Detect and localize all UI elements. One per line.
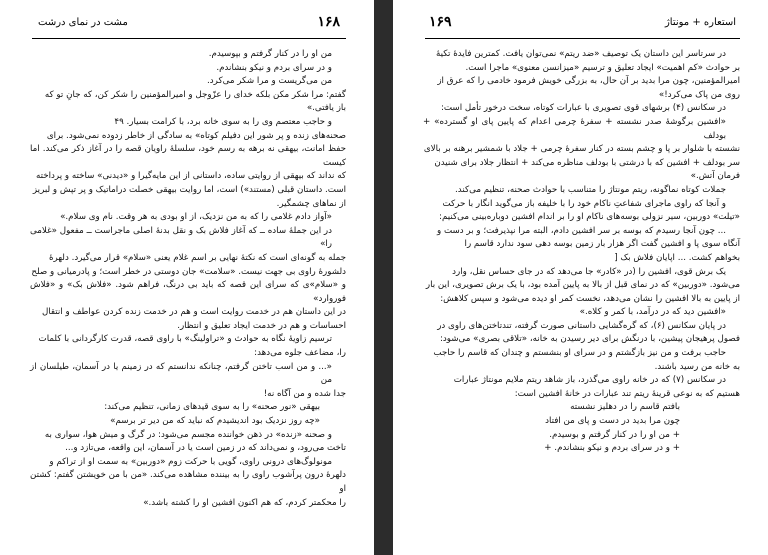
text-line: نشسته با شلوار بر پا و چشم بسته در کنار سفرهٔ چرمی + جلاد با شمشیر برهنه بر بالای [423,144,740,155]
page-number: ۱۶۹ [429,14,452,30]
text-line: است. داستان قبلی (مستند») است، اما روایت بیهقی خصلت دراماتیک و پر تپش و لبریز [32,184,346,195]
page-header [32,8,346,39]
text-line: ترسیم زاویهٔ نگاه به حوادث و «تراولینگ» با راوی قصه، قدرت کارگردانی با کلمات [38,334,332,345]
text-line: بافتم قاسم را در دهلیز نشسته [570,402,680,413]
text-line: احساسات و هم در خدمت ایجاد تعلیق و انتظار. [177,320,346,331]
text-line: «افشین برگوشهٔ صدر نشسته + سفرهٔ چرمی اعدام که پایین پای او گسترده» + بودلف [423,116,726,141]
text-line: مونولوگ‌های درونی راوی، گویی با حرکت زوم «دوربین» به سمت او از تراکم و [49,456,332,467]
text-line: فصول پرهیجان پیشین، با درنگش برای دیر رسیدن به خانه، «تلاقی بصری» می‌شود: [439,334,740,345]
text-line: دلشورهٔ راوی بی جهت نیست. «سلامت» جان دوستی در خطر است؛ و پادرمیانی و صلح [31,266,346,277]
text-line: و آنجا که راوی ماجرای شفاعتِ ناکام خود را با خلیفه باز می‌گوید انگار با حرکت [442,198,726,209]
text-line: «آواز دادم غلامی را که به من نزدیک، از او بودی به هر وقت. نام وی سلام.» [60,212,332,223]
text-line: آنگاه سوی پا و افشین گفت اگر هزار بار زمین بوسه دهی سود ندارد قاسم را [464,239,740,250]
text-line: بر حوادث «کم اهمیت» ایجاد تعلیق و ترسیم «میزانسن معنوی» ماجرا است. [465,62,740,73]
text-line: «افشین دید که در درآمد، با کمر و کلاه.» [579,307,726,318]
text-line: بخواهم کشت. ... اپایان فلاش بک [ [614,252,740,263]
text-line: را، مضاعف جلوه می‌دهد: [254,348,346,359]
text-line: فرمان آتش.» [690,171,740,182]
text-line: من می‌گریست و مرا شکر می‌کرد. [207,76,332,87]
text-line: می‌شود. «دوربین» که در نمای قبل از بالا به پایین آمده بود، با یک برش تصویری، این بار [425,280,740,291]
text-line: و صحنه «زنده» در ذهن خواننده مجسم می‌شود: در گرگ و میش هوا، سواری به [44,429,332,440]
page-gutter [374,0,393,555]
text-line: بیهقی «نور صحنه» را به سوی قیدهای زمانی، تنظیم می‌کند: [104,402,320,413]
text-line: «تیلت» دوربین، سیر نزولی بوسه‌های ناکام او را بر اندام افشین دوباره‌بینی می‌کنیم: [439,212,740,223]
text-line: در سرتاسر این داستان یک توصیف «ضد ریتم» نمی‌توان یافت. کمترین فایدهٔ تکیهٔ [435,49,726,59]
text-line: به خانه من رسید باشند. [654,361,740,372]
text-line: جدا شده و من آگاه نه! [263,388,346,399]
text-line: از نماهای چشمگیر. [276,198,346,209]
text-line: جملات کوتاه نماگونه، ریتم مونتاژ را متناسب با حوادث صحنه، تنظیم می‌کند. [455,184,726,195]
text-line: + و در سرای بردم و نیکو بنشاندم. + [544,443,680,454]
text-line: + من او را در کنار گرفتم و بوسیدم. [549,429,680,440]
text-line: هستیم که به نوعی قرینهٔ ریتم تند عبارات در خانهٔ افشین است: [514,388,740,399]
text-line: امیرالمؤمنین، چون مرا بدید بر آن حال، به بزرگی خویش فرمود خادمی را که عرق از [437,76,740,87]
text-line: ... چون آنجا رسیدم که بوسه بر سر افشین دادم، البته مرا نپذیرفت؛ و بر دست و [437,225,726,236]
text-line: دلهرهٔ درون پرآشوب راوی را به بیننده مشاهده می‌کند. «من با من خویشتن گفتم: کشتن او [30,470,346,494]
page-header [425,8,740,39]
left-page [0,0,374,555]
page-number: ۱۶۸ [317,14,340,30]
text-line: در این داستان هم در خدمت روایت است و هم در خدمت زنده کردن عواطف و انتقال [41,307,346,318]
text-line: گفتم: مرا شکر مکن بلکه خدای را عزّوجل و امیرالمؤمنین را شکر کن، که جانِ تو که [44,89,346,100]
text-line: من او را در کنار گرفتم و بپوسیدم. [208,49,332,59]
text-line: و در سرای بردم و نیکو بنشاندم. [216,62,332,73]
text-line: حاجب برفت و من نیز بازگشتم و در سرای او بنشستم و چندان که قاسم را حاجب [433,348,726,359]
text-line: سر بودلف + افشین که با درشتی با بودلف مناظره می‌کند + انتظار جلاد برای شنیدن [434,157,740,168]
text-line: حفظ امانت، بیهقی نه برهه به رسم خود، سلسلهٔ راویان قصه را در آغاز ذکر می‌کند. اما کیست [30,144,346,168]
text-line: در سکانس (۴) برشهای قوی تصویری با عبارات کوتاه، سخت درخور تأمل است: [440,103,726,114]
running-title: مشت در نمای درشت [38,17,128,28]
text-line: باز یافتی.» [306,103,346,114]
text-line: در این جملهٔ ساده ــ که آغاز فلاش بک و نقل بدنهٔ اصلی ماجراست ــ مفعول «غلامی را» [30,225,332,250]
running-title: استعاره + مونتاژ [664,17,736,28]
text-line: یک برش قوی، افشین را (در «کادر» جا می‌دهد که در جای حساس نقل، وارد [452,266,726,277]
text-line: را محکمتر کردم، که هم اکنون افشین او را کشته باشد.» [143,497,346,508]
text-line: تاخت می‌رود، و نمی‌داند که در زمین است یا در آسمان، این واقعه، می‌تازد و... [65,443,346,454]
text-line: «چه روز نزدیک بود اندیشیدم که نباید که من دیر تر برسم» [110,416,320,427]
text-line: در سکانس (۷) که در خانه راوی می‌گذرد، باز شاهد ریتم ملایم مونتاژ عبارات [453,375,726,386]
text-line: از پایین به بالا افشین را نشان می‌دهد، نخست کمر او دیده می‌شود و سپس کلاهش: [440,293,740,304]
text-line: صحنه‌های زنده و پر شور این دفیلم کوتاه» به سادگی از خاطر زدوده نمی‌شود. برای [46,130,346,141]
body-text [30,48,346,510]
text-line: روی من پاک می‌کرد!» [658,89,740,100]
text-line: چون مرا بدید در دست و پای من افتاد [545,416,680,427]
text-line: و «سلام»ی که سرای این قصه که باید بی درنگ، فراهم شود. «فلاش بک» و «فلاش فوروارد» [30,280,346,304]
right-page [393,0,768,555]
text-line: «... و من اسب تاختن گرفتم، چنانکه ندانستم که در زمینم یا در آسمان، طیلسان از من [30,361,332,386]
text-line: در پایان سکانس (۶)، که گره‌گشایی داستانی صورت گرفته، تندتاختن‌های راوی در [437,320,726,331]
body-text [423,48,740,456]
text-line: و حاجب معتصم وی را به سوی خانه برد، با کرامت بسیار. ۴۹ [114,116,332,127]
text-line: جمله به گونه‌ای است که نکتهٔ نهایی بر اسم غلام یعنی «سلام» قرار می‌گیرد. دلهرهٔ [48,252,346,263]
text-line: که نداند که بیهقی از روایتی ساده، داستانی از این مایه‌گیرا و «دیدنی» ساخته و پرداخته [35,171,346,182]
